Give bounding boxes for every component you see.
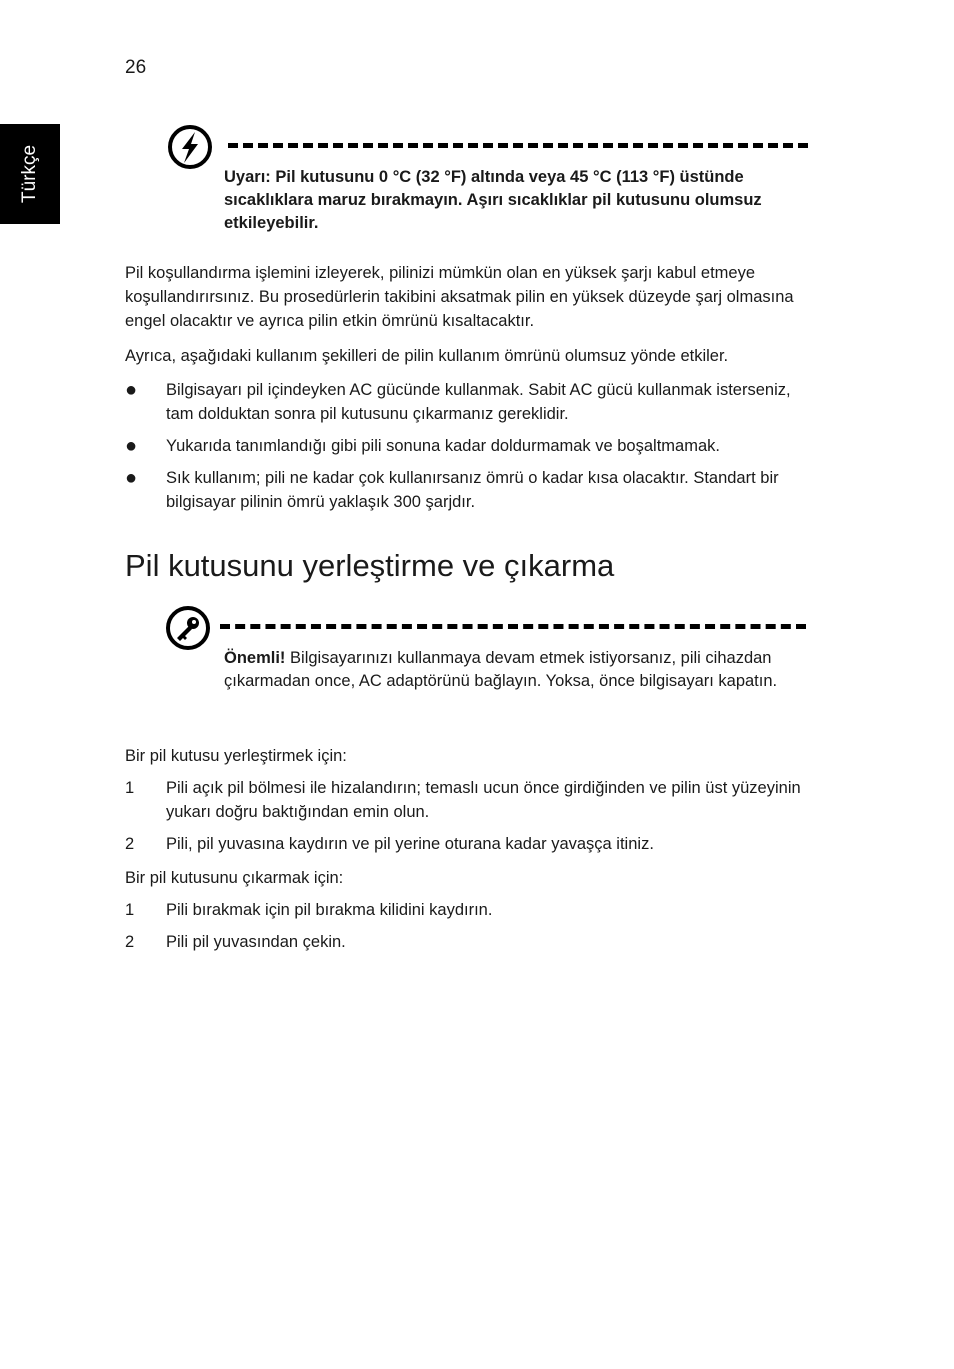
- step-text: Pili, pil yuvasına kaydırın ve pil yerine oturana kadar yavaşça itiniz.: [166, 835, 654, 853]
- important-text: Bilgisayarınızı kullanmaya devam etmek istiyorsanız, pili cihazdan çıkarmadan once, AC adaptörünü bağlayın. Yoksa, önce bilgisayarı kapatın.: [224, 649, 778, 690]
- key-important-icon: [165, 605, 211, 651]
- paragraph-conditioning: Pil koşullandırma işlemini izleyerek, pilinizi mümkün olan en yüksek şarjı kabul etmeye koşullandırırsınız. Bu prosedürlerin takibini aksatmak pilin en yüksek düzeyde şarj olmasına engel olacaktır ve ayrıca pilin etkin ömrünü kısaltacaktır.: [125, 264, 794, 330]
- important-divider: [220, 624, 806, 629]
- bullet-mark: ●: [125, 435, 138, 457]
- bullet-mark: ●: [125, 379, 138, 401]
- important-note: [224, 647, 794, 693]
- step-number: 1: [125, 779, 135, 797]
- language-tab: [0, 124, 60, 224]
- page-number: 26: [125, 57, 147, 78]
- bullet-mark: ●: [125, 467, 138, 489]
- section-title: Pil kutusunu yerleştirme ve çıkarma: [125, 548, 615, 583]
- paragraph-usage: Ayrıca, aşağıdaki kullanım şekilleri de pilin kullanım ömrünü olumsuz yönde etkiler.: [125, 347, 729, 365]
- step-text: Pili açık pil bölmesi ile hizalandırın; temaslı ucun önce girdiğinden ve pilin üst yüzeyinin yukarı doğru baktığından emin olun.: [166, 779, 801, 821]
- step-text: Pili pil yuvasından çekin.: [166, 933, 346, 951]
- step-number: 2: [125, 835, 135, 853]
- language-tab-label: Türkçe: [18, 144, 40, 204]
- lightning-warning-icon: [167, 124, 213, 170]
- insert-intro: Bir pil kutusu yerleştirmek için:: [125, 747, 347, 765]
- bullet-text: Bilgisayarı pil içindeyken AC gücünde kullanmak. Sabit AC gücü kullanmak isterseniz, tam dolduktan sonra pil kutusunu çıkarmanız gereklidir.: [166, 381, 791, 423]
- step-number: 1: [125, 901, 135, 919]
- warning-text: Uyarı: Pil kutusunu 0 °C (32 °F) altında veya 45 °C (113 °F) üstünde sıcaklıklara maruz bırakmayın. Aşırı sıcaklıklar pil kutusunu olumsuz etkileyebilir.: [224, 168, 762, 232]
- bullet-text: Sık kullanım; pili ne kadar çok kullanırsanız ömrü o kadar kısa olacaktır. Standart bir bilgisayar pilinin ömrü yaklaşık 300 şarjdır.: [166, 469, 779, 511]
- important-label: Önemli!: [224, 649, 286, 667]
- warning-divider: [228, 143, 808, 148]
- body-text: [125, 261, 815, 368]
- step-text: Pili bırakmak için pil bırakma kilidini kaydırın.: [166, 901, 493, 919]
- step-number: 2: [125, 933, 135, 951]
- remove-intro: Bir pil kutusunu çıkarmak için:: [125, 869, 344, 887]
- bullet-text: Yukarıda tanımlandığı gibi pili sonuna kadar doldurmamak ve boşaltmamak.: [166, 437, 720, 455]
